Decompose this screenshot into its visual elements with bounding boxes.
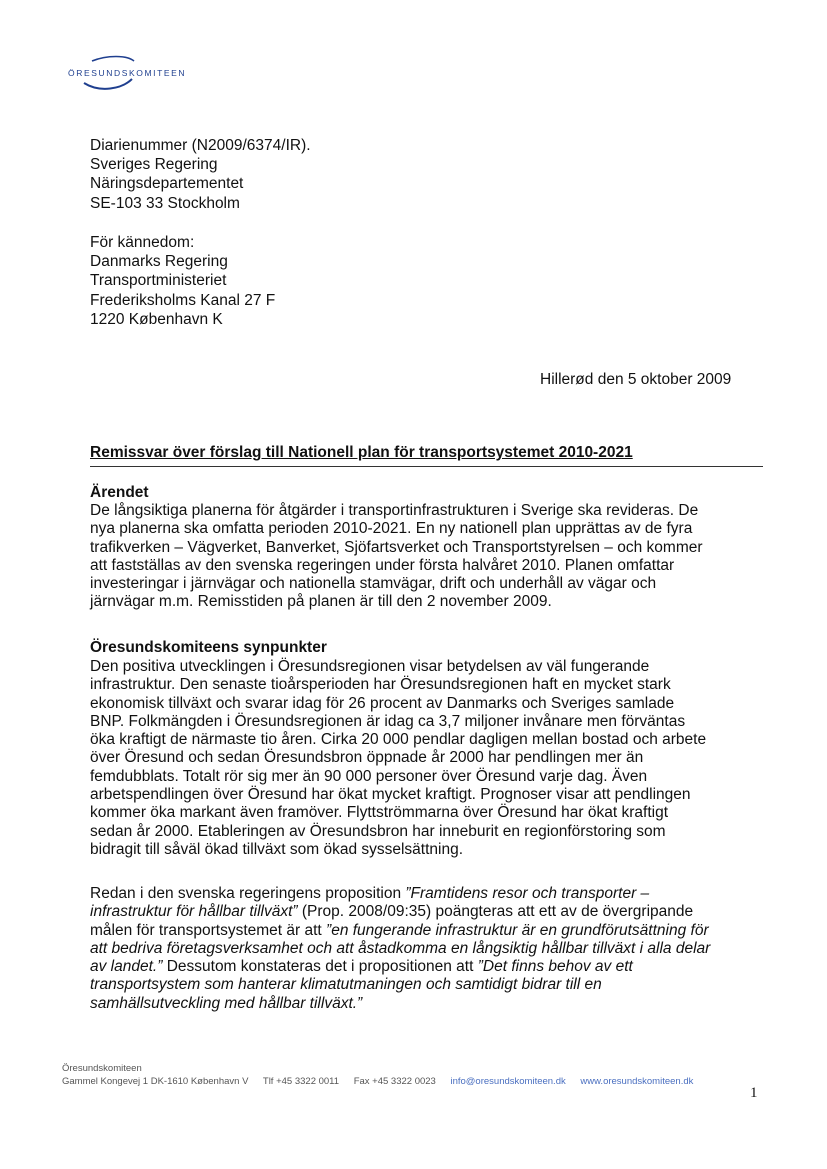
- quote-run: transportsystem som hanterar klimatutmaningen och samtidigt bidrar till en: [90, 976, 602, 994]
- cc-line: Transportministeriet: [90, 272, 227, 290]
- body-line: att fastställas av den svenska regeringen under första halvåret 2010. Planen omfattar: [90, 556, 675, 574]
- text-run: Dessutom konstateras det i propositionen att: [162, 958, 478, 976]
- footer-phone: Tlf +45 3322 0011: [262, 1076, 340, 1087]
- subject-line: Remissvar över förslag till Nationell plan för transportsystemet 2010-2021: [90, 444, 633, 461]
- section-body-arendet: [90, 502, 770, 612]
- footer-fax: Fax +45 3322 0023: [353, 1076, 436, 1087]
- body-line: arbetspendlingen över Öresund har ökat mycket kraftigt. Prognoser visar att pendlingen: [90, 786, 691, 804]
- body-line: infrastruktur. Den senaste tioårsperioden har Öresundsregionen haft en mycket stark: [90, 676, 671, 694]
- cc-line: 1220 København K: [90, 310, 223, 328]
- body-line: BNP. Folkmängden i Öresundsregionen är idag ca 3,7 miljoner invånare men förväntas: [90, 712, 686, 730]
- body-line: järnvägar m.m. Remisstiden på planen är till den 2 november 2009.: [90, 593, 552, 611]
- letter-date: Hillerød den 5 oktober 2009: [540, 371, 732, 388]
- address-line: Diarienummer (N2009/6374/IR).: [90, 137, 311, 154]
- cc-line: Danmarks Regering: [90, 253, 228, 271]
- body-line: trafikverken – Vägverket, Banverket, Sjöfartsverket och Transportstyrelsen – och kommer: [90, 538, 703, 556]
- quote-run: av landet.”: [90, 958, 163, 976]
- body-line: [90, 995, 770, 1013]
- body-line: [90, 940, 770, 958]
- body-line: [90, 958, 770, 976]
- text-run: Redan i den svenska regeringens proposition: [90, 885, 406, 902]
- quote-run: ”Det finns behov av ett: [477, 958, 633, 976]
- body-line: Den positiva utvecklingen i Öresundsregionen visar betydelsen av väl fungerande: [90, 658, 650, 675]
- body-line: femdubblats. Totalt rör sig mer än 90 000 personer över Öresund varje dag. Även: [90, 767, 648, 785]
- footer-contact: [62, 1075, 693, 1088]
- cc-line: Frederiksholms Kanal 27 F: [90, 291, 276, 309]
- body-line: [90, 922, 770, 940]
- body-line: [90, 903, 770, 921]
- subject-rule: [90, 466, 763, 467]
- body-line: [90, 885, 770, 903]
- text-run: (Prop. 2008/09:35) poängteras att ett av de övergripande: [297, 903, 694, 921]
- recipient-address: [90, 136, 311, 213]
- section-body-synpunkter: [90, 658, 770, 859]
- body-line: [90, 976, 770, 994]
- quote-run: samhällsutveckling med hållbar tillväxt.”: [90, 994, 363, 1012]
- cc-line: För kännedom:: [90, 234, 195, 251]
- body-line: över Öresund och sedan Öresundsbron öppnade år 2000 har pendlingen mer än: [90, 749, 644, 767]
- quote-run: ”en fungerande infrastruktur är en grundförutsättning för: [326, 921, 709, 939]
- text-run: målen för transportsystemet är att: [90, 921, 327, 939]
- quote-run: att bedriva företagsverksamhet och att åstadkomma en långsiktig hållbar tillväxt i alla delar: [90, 939, 711, 957]
- footer-org: Öresundskomiteen: [62, 1063, 142, 1074]
- address-line: Näringsdepartementet: [90, 175, 244, 193]
- section-heading-synpunkter: Öresundskomiteens synpunkter: [90, 639, 327, 656]
- quote-run: ”Framtidens resor och transporter –: [405, 885, 650, 902]
- body-line: De långsiktiga planerna för åtgärder i transportinfrastrukturen i Sverige ska revideras. De: [90, 502, 699, 519]
- body-line: kommer öka markant även framöver. Flyttströmmarna över Öresund har ökat kraftigt: [90, 804, 669, 822]
- body-line: bidragit till såväl ökad tillväxt som ökad sysselsättning.: [90, 840, 464, 858]
- page-number: 1: [750, 1085, 758, 1101]
- body-line: ekonomisk tillväxt och svarar idag för 26 procent av Danmarks och Sveriges samlade: [90, 694, 675, 712]
- body-line: öka kraftigt de närmaste tio åren. Cirka 20 000 pendlar dagligen mellan bostad och arbete: [90, 731, 707, 749]
- footer-web-link[interactable]: www.oresundskomiteen.dk: [580, 1076, 694, 1087]
- footer-email-link[interactable]: info@oresundskomiteen.dk: [450, 1076, 566, 1087]
- address-line: SE-103 33 Stockholm: [90, 194, 240, 212]
- address-line: Sveriges Regering: [90, 156, 218, 174]
- quote-run: infrastruktur för hållbar tillväxt”: [90, 903, 298, 921]
- body-line: investeringar i järnvägar och nationella stamvägar, drift och underhåll av vägar och: [90, 575, 657, 593]
- cc-address: [90, 233, 275, 329]
- logo-text: ÖRESUNDSKOMITEEN: [68, 68, 187, 78]
- section-heading-arendet: Ärendet: [90, 484, 149, 501]
- logo: [62, 55, 202, 95]
- footer-address: Gammel Kongevej 1 DK-1610 København V: [62, 1076, 249, 1087]
- paragraph-proposition: [90, 885, 770, 1013]
- body-line: nya planerna ska omfatta perioden 2010-2021. En ny nationell plan upprättas av de fyra: [90, 520, 693, 538]
- footer: [62, 1062, 693, 1088]
- body-line: sedan år 2000. Etableringen av Öresundsbron har inneburit en regionförstoring som: [90, 822, 666, 840]
